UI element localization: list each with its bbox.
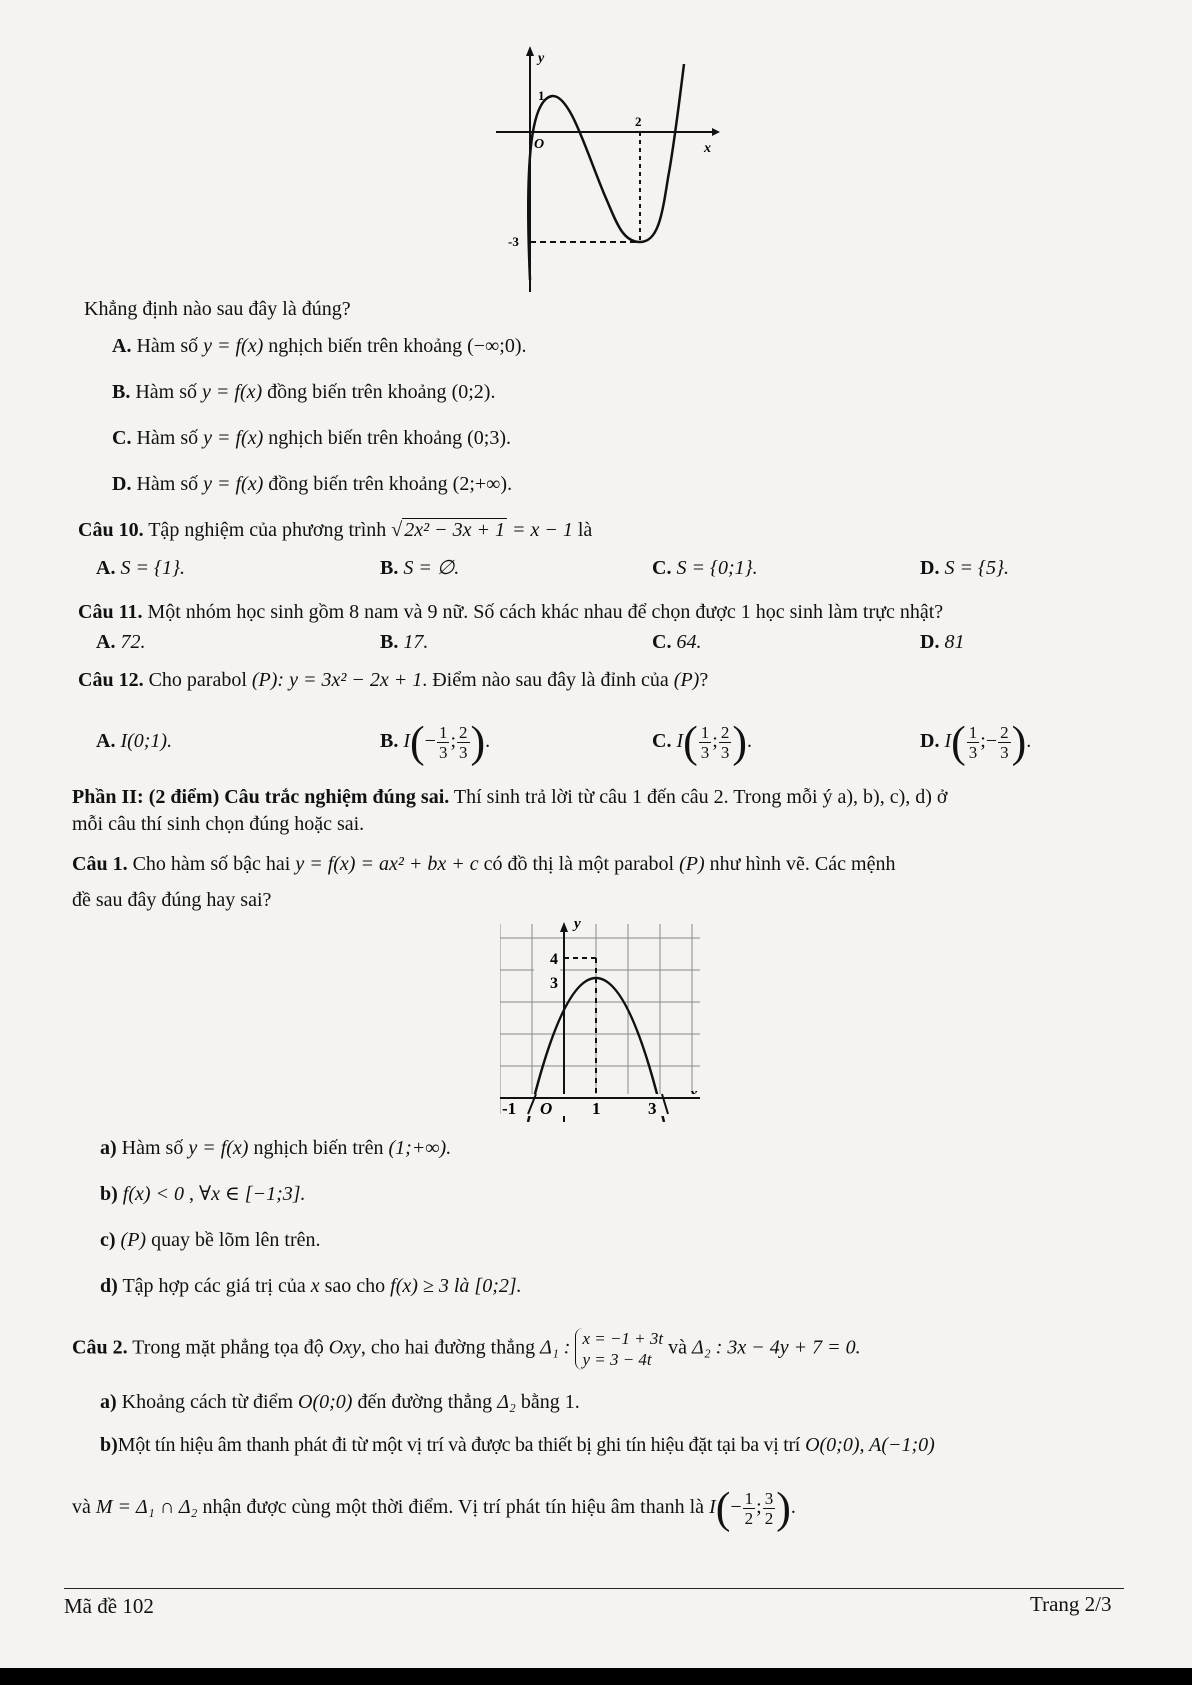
origin-label: O: [540, 1099, 553, 1118]
q10-stem: Câu 10. Tập nghiệm của phương trình √ 2x² − 3x + 1 = x − 1 là: [78, 519, 593, 541]
item-letter: c): [100, 1229, 116, 1251]
c2-oxy: Oxy: [328, 1336, 361, 1359]
paren-close: ): [470, 717, 486, 767]
footer-page: Trang 2/3: [1030, 1592, 1112, 1616]
q12-option: B. I(− $\frac{1}{3}$ ; $\frac{2}{3}$ ).: [380, 717, 491, 767]
item-text: ,: [189, 1183, 195, 1205]
c2-b-line2: và M = Δ₁ ∩ Δ₂ nhận được cùng một thời điểm. Vị trí phát tín hiệu âm thanh là I(− $\frac{1}{2}$ ; $\frac{3}{2}$ ).: [72, 1483, 796, 1533]
option-letter: B.: [380, 730, 399, 752]
c2-mid: , cho hai đường thẳng: [360, 1336, 536, 1359]
q12-pre: Cho parabol: [148, 669, 247, 691]
q12-tail: ?: [699, 669, 709, 691]
option-pre: I: [403, 730, 411, 752]
c1-label: Câu 1.: [72, 853, 128, 875]
item-letter: a): [100, 1137, 117, 1159]
part2-text1: Thí sinh trả lời từ câu 1 đến câu 2. Trong mỗi ý a), b), c), d) ở: [453, 786, 948, 808]
c1-p: (P): [679, 853, 705, 875]
denominator: 3: [438, 742, 448, 762]
q10-option: [652, 556, 758, 580]
option-text: S = {0;1}.: [676, 557, 758, 579]
denominator: 3: [459, 742, 468, 762]
q11-option: [920, 630, 964, 654]
option-pre: I: [676, 730, 684, 752]
c1-pre: Cho hàm số bậc hai: [132, 853, 291, 875]
q11-option: [380, 630, 428, 654]
paren-close: ): [1011, 717, 1027, 767]
option-text: S = ∅.: [403, 557, 460, 579]
option-func: y = f(x): [203, 335, 264, 357]
denominator: 3: [968, 742, 978, 762]
q9-option: [112, 472, 512, 496]
option-letter: A.: [112, 335, 132, 357]
fraction-1: [699, 723, 712, 762]
c1-stem: [72, 852, 895, 876]
option-func: y = f(x): [203, 473, 264, 495]
numerator: 2: [459, 722, 468, 742]
q11-text: Một nhóm học sinh gồm 8 nam và 9 nữ. Số cách khác nhau để chọn được 1 học sinh làm trực nhật?: [147, 601, 944, 623]
option-letter: A.: [96, 730, 116, 752]
item-pre: Tập hợp các giá trị của: [122, 1275, 306, 1297]
c2-b-line2-text: nhận được cùng một thời điểm. Vị trí phát tín hiệu âm thanh là: [202, 1496, 705, 1518]
option-text: 72.: [120, 631, 146, 653]
q12-p: (P): [673, 669, 700, 691]
fraction-1: [437, 723, 450, 762]
option-letter: B.: [380, 557, 399, 579]
option-letter: A.: [96, 557, 116, 579]
part2-title: Phần II: (2 điểm) Câu trắc nghiệm đúng sai.: [72, 786, 450, 808]
c2-a-pre: Khoảng cách từ điểm: [121, 1391, 294, 1413]
c1-item: [100, 1228, 321, 1252]
item-text: sao cho: [324, 1275, 386, 1297]
tick-4: 4: [550, 951, 558, 968]
q9-option: [112, 334, 527, 358]
item-math2: f(x) ≥ 3 là [0;2].: [390, 1275, 522, 1297]
c2-d1: Δ₁ :: [540, 1336, 571, 1359]
sign-2: −: [985, 730, 998, 752]
item-text: nghịch biến trên: [253, 1137, 384, 1159]
item-letter: b): [100, 1183, 118, 1205]
y-axis-arrow: [526, 46, 534, 56]
y-axis-arrow: [560, 922, 568, 932]
option-text: nghịch biến trên khoảng: [268, 427, 463, 449]
c2-b-d2: 2: [764, 1508, 774, 1528]
c2-b-line2-math: M = Δ₁ ∩ Δ₂: [95, 1496, 198, 1518]
option-interval: (2;+∞).: [452, 473, 513, 495]
c2-label: Câu 2.: [72, 1336, 128, 1359]
footer-divider: [64, 1588, 1124, 1589]
q11-stem: [78, 600, 943, 624]
option-interval: (0;3).: [467, 427, 511, 449]
item-text: quay bề lõm lên trên.: [151, 1229, 321, 1251]
q10-option: [96, 556, 185, 580]
c2-d2: Δ₂ : 3x − 4y + 7 = 0.: [692, 1336, 861, 1359]
tick-2: 2: [635, 114, 642, 129]
q9-option: [112, 426, 511, 450]
grid: [500, 924, 700, 1114]
c1-func: y = f(x) = ax² + bx + c: [295, 853, 479, 875]
q12-option: D. I( $\frac{1}{3}$ ;− $\frac{2}{3}$ ).: [920, 717, 1032, 767]
option-letter: C.: [652, 557, 672, 579]
option-text: 81: [944, 631, 965, 653]
c2-pre: Trong mặt phẳng tọa độ: [132, 1336, 324, 1359]
option-interval: (0;2).: [451, 381, 496, 403]
option-text: S = {1}.: [120, 557, 185, 579]
option-text: nghịch biến trên khoảng: [268, 335, 463, 357]
q10-label: Câu 10.: [78, 519, 144, 541]
option-interval: (−∞;0).: [467, 335, 527, 357]
item-math1: x: [310, 1275, 320, 1297]
c1-item: [100, 1182, 306, 1206]
c2-a-math: O(0;0): [298, 1391, 353, 1413]
option-letter: D.: [920, 631, 940, 653]
x-axis-arrow: [712, 128, 720, 136]
option-text: đồng biến trên khoảng: [268, 473, 448, 495]
option-letter: D.: [920, 730, 940, 752]
tick-1: 1: [538, 88, 545, 103]
y-label: y: [574, 918, 581, 932]
x-label: x: [704, 141, 711, 156]
q11-option: [652, 630, 701, 654]
c2-a-text: đến đường thẳng: [357, 1391, 493, 1413]
paren-close: ): [732, 717, 747, 767]
option-letter: C.: [652, 730, 672, 752]
paren-open: (: [683, 717, 698, 767]
option-text: 17.: [403, 631, 429, 653]
denominator: 3: [1000, 742, 1009, 762]
q10-option: [380, 556, 459, 580]
option-text: S = {5}.: [944, 557, 1009, 579]
option-func: y = f(x): [202, 381, 263, 403]
q10-tail: là: [577, 519, 593, 541]
tick-x1: 1: [592, 1099, 601, 1118]
option-pre: Hàm số: [136, 427, 199, 449]
option-letter: C.: [112, 427, 132, 449]
c2-a-math2: Δ₂: [497, 1391, 516, 1413]
q10-rhs: = x − 1: [511, 519, 573, 541]
item-math1: y = f(x): [188, 1137, 249, 1159]
footer-code: Mã đề 102: [64, 1594, 154, 1618]
numerator: 1: [438, 722, 448, 742]
item-pre: Hàm số: [121, 1137, 184, 1159]
option-pre: Hàm số: [135, 381, 198, 403]
item-math1: f(x) < 0: [122, 1183, 185, 1205]
bottom-scan-band: [0, 1668, 1192, 1685]
option-text: 64.: [676, 631, 702, 653]
option-letter: B.: [112, 381, 131, 403]
q12-label: Câu 12.: [78, 669, 144, 691]
sign-1: −: [424, 730, 436, 752]
tick-x3: 3: [648, 1099, 657, 1118]
tick-neg3: -3: [508, 234, 519, 249]
fraction-1: [967, 723, 980, 762]
option-letter: B.: [380, 631, 399, 653]
c2-item-b: [100, 1433, 935, 1457]
fraction-2: [719, 723, 732, 762]
c2-a-tail: bằng 1.: [520, 1391, 580, 1413]
numerator: 1: [700, 722, 710, 742]
c1-item: [100, 1136, 451, 1160]
fraction-2: [457, 723, 470, 762]
denominator: 3: [720, 742, 730, 762]
c2-sys1: x = −1 + 3t: [582, 1329, 664, 1348]
option-pre: Hàm số: [136, 335, 199, 357]
q12-stem: [78, 668, 708, 692]
q11-label: Câu 11.: [78, 601, 143, 623]
option-func: y = f(x): [203, 427, 264, 449]
c2-b-math: O(0;0), A(−1;0): [805, 1434, 935, 1456]
cubic-curve: [528, 64, 684, 280]
denominator: 3: [700, 742, 710, 762]
q9-option: [112, 380, 495, 404]
parabola-graph: [500, 918, 706, 1122]
tick-neg1: -1: [502, 1099, 517, 1118]
q12-eq: (P): y = 3x² − 2x + 1: [251, 669, 423, 691]
tick-3: 3: [550, 975, 558, 992]
c1-line2: đề sau đây đúng hay sai?: [72, 889, 272, 911]
numerator: 2: [1000, 722, 1009, 742]
c1-tail: như hình vẽ. Các mệnh: [709, 853, 896, 875]
c2-b-n2: 3: [764, 1488, 774, 1508]
c1-mid: có đồ thị là một parabol: [483, 853, 675, 875]
c2-sys2: y = 3 − 4t: [582, 1350, 652, 1369]
q9-prompt: Khẳng định nào sau đây là đúng?: [84, 298, 351, 320]
option-pre: I(0;1).: [120, 730, 173, 752]
q11-option: [96, 630, 145, 654]
option-pre: I: [944, 730, 952, 752]
part2-line2: mỗi câu thí sinh chọn đúng hoặc sai.: [72, 813, 365, 835]
paren-open: (: [951, 717, 966, 767]
origin-label: O: [534, 137, 545, 152]
option-letter: C.: [652, 631, 672, 653]
paren-open: (: [410, 717, 425, 767]
q12-option: [96, 716, 172, 766]
numerator: 2: [720, 722, 730, 742]
option-letter: D.: [112, 473, 132, 495]
c2-item-a: [100, 1390, 580, 1414]
c2-b-n1: 1: [744, 1488, 754, 1508]
item-math2: ∀x ∈ [−1;3].: [199, 1183, 306, 1205]
item-math1: (P): [120, 1229, 147, 1251]
c2-stem: [72, 1328, 861, 1370]
option-letter: A.: [96, 631, 116, 653]
item-letter: d): [100, 1275, 118, 1297]
q12-option: C. I( $\frac{1}{3}$ ; $\frac{2}{3}$ ).: [652, 717, 752, 767]
part2-line1: [72, 785, 947, 809]
option-pre: Hàm số: [136, 473, 199, 495]
c1-item: [100, 1274, 522, 1298]
c2-b-letter: b): [100, 1434, 118, 1456]
option-text: đồng biến trên khoảng: [267, 381, 447, 403]
item-math2: (1;+∞).: [388, 1137, 452, 1159]
q12-text: . Điểm nào sau đây là đỉnh của: [422, 669, 669, 691]
c2-b-text: Một tín hiệu âm thanh phát đi từ một vị trí và được ba thiết bị ghi tín hiệu đặt tại ba vị trí: [117, 1434, 801, 1456]
q10-option: [920, 556, 1009, 580]
numerator: 1: [968, 722, 978, 742]
y-label: y: [538, 51, 545, 66]
q10-text: Tập nghiệm của phương trình: [148, 519, 387, 541]
q10-radicand: 2x² − 3x + 1: [404, 519, 505, 541]
cubic-graph: [490, 46, 720, 292]
c2-a-letter: a): [100, 1391, 117, 1413]
c2-b-d1: 2: [744, 1508, 754, 1528]
option-letter: D.: [920, 557, 940, 579]
c2-b-line2-pre: và: [72, 1496, 91, 1518]
c2-and: và: [668, 1336, 688, 1359]
c2-system: [575, 1328, 663, 1370]
fraction-2: [998, 723, 1011, 762]
